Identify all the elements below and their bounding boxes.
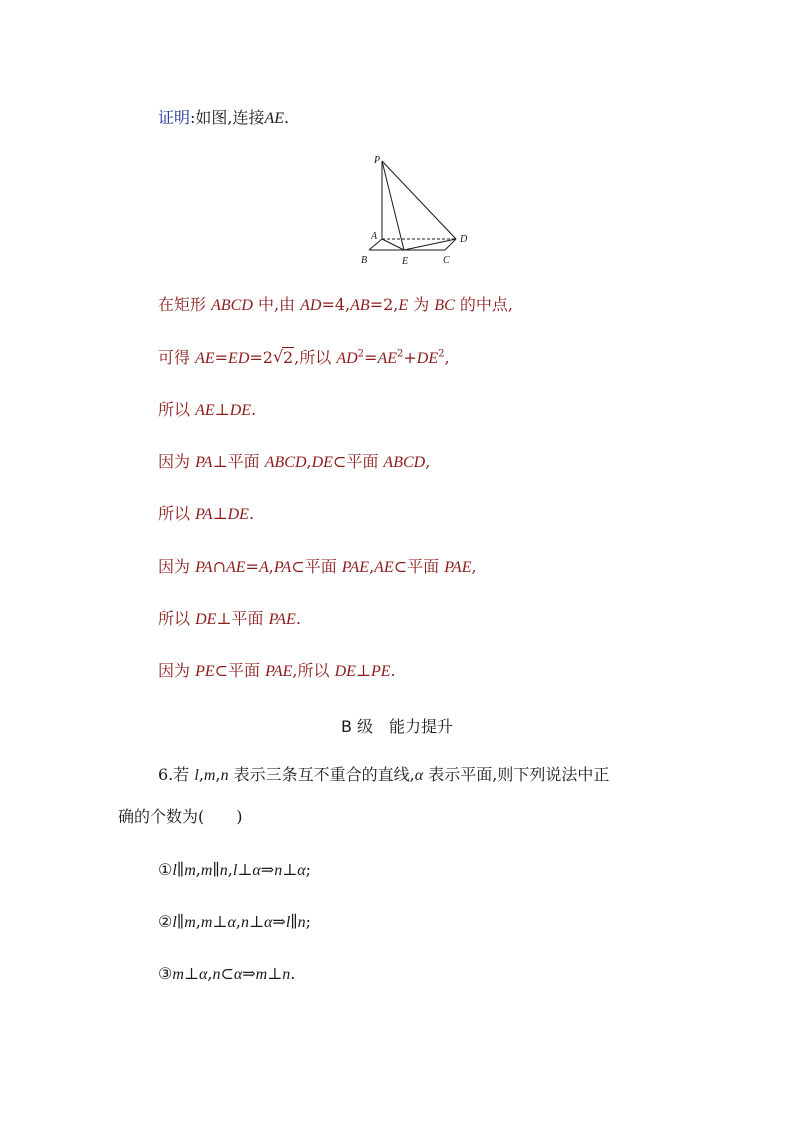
text: 中,由 — [252, 295, 301, 314]
text: 所以 — [158, 609, 196, 628]
option-3 — [158, 963, 295, 986]
var: PAE — [341, 559, 370, 576]
radicand: 2 — [282, 348, 294, 367]
var: E — [398, 297, 409, 314]
var: DE — [229, 402, 252, 419]
text: 的中点, — [454, 295, 513, 314]
exponent: 2 — [397, 348, 404, 360]
var: AE — [225, 559, 246, 576]
sqrt — [273, 347, 294, 369]
var: AB — [350, 297, 370, 314]
var: l — [172, 862, 177, 879]
var: PE — [195, 663, 215, 680]
text: ; — [305, 912, 312, 931]
var: PAE — [444, 559, 472, 576]
var: PA — [195, 454, 213, 471]
var: m — [200, 862, 213, 879]
var: m — [172, 966, 184, 983]
text: =4, — [321, 295, 351, 314]
text: . — [390, 661, 396, 680]
text: 因为 — [158, 661, 196, 680]
symbol: ∥ — [212, 860, 220, 879]
var: BC — [434, 297, 455, 314]
var: m — [255, 966, 268, 983]
label-E: E — [402, 256, 409, 267]
text: 为 — [408, 295, 435, 314]
proof-label: 证明 — [158, 108, 191, 127]
text: , — [471, 557, 477, 576]
text: ⊥平面 — [216, 609, 269, 628]
text: ⊂平面 — [393, 557, 445, 576]
proof-intro-line — [158, 107, 289, 130]
text: 所以 — [158, 504, 196, 523]
symbol: ⊥ — [248, 912, 264, 931]
option-1 — [158, 859, 311, 882]
var: n — [212, 966, 221, 983]
var: PE — [370, 663, 391, 680]
label-A: A — [371, 231, 378, 242]
text: , — [369, 557, 375, 576]
text: 所以 — [158, 400, 196, 419]
section-title: B 级 能力提升 — [340, 717, 454, 736]
var: PAE — [265, 663, 293, 680]
edge-AE — [382, 239, 404, 250]
var: ABCD — [211, 297, 253, 314]
proof-line-4 — [158, 451, 430, 474]
text: ⊂平面 — [332, 452, 384, 471]
text: , — [425, 452, 431, 471]
var: α — [264, 914, 273, 931]
edge-PE — [382, 161, 404, 250]
var: n — [219, 862, 228, 879]
text: = — [364, 348, 378, 367]
text: ⊂平面 — [214, 661, 266, 680]
var: PA — [273, 559, 292, 576]
text: , — [198, 765, 204, 784]
text: =2, — [369, 295, 399, 314]
proof-line-6 — [158, 556, 477, 579]
text: , — [195, 912, 201, 931]
var: n — [274, 862, 283, 879]
var: ED — [228, 350, 250, 367]
var: AE — [374, 559, 394, 576]
text: . — [251, 400, 257, 419]
text: 因为 — [158, 557, 196, 576]
text: ; — [305, 860, 312, 879]
label-C: C — [443, 255, 450, 266]
var: m — [184, 914, 196, 931]
text: 在矩形 — [158, 295, 212, 314]
text: 确的个数为( ) — [118, 807, 243, 826]
text: , — [235, 912, 241, 931]
var: ABCD — [383, 454, 426, 471]
exponent: 2 — [357, 348, 365, 360]
option-2 — [158, 911, 311, 934]
proof-line-3 — [158, 399, 256, 422]
var: l — [194, 767, 199, 784]
var: DE — [334, 663, 356, 680]
symbol: ⇒ — [272, 912, 286, 931]
text: , — [227, 860, 233, 879]
exponent: 2 — [438, 348, 445, 360]
text: . — [295, 609, 301, 628]
label-D: D — [460, 234, 468, 245]
var: PA — [195, 559, 213, 576]
text: ⊥平面 — [212, 452, 265, 471]
var: DE — [227, 506, 249, 523]
var: DE — [311, 454, 333, 471]
var: n — [220, 767, 229, 784]
pyramid-figure — [352, 150, 478, 268]
text: =2 — [249, 348, 273, 367]
text: , — [207, 964, 213, 983]
text: + — [403, 348, 417, 367]
proof-line-8 — [158, 660, 396, 683]
symbol: ⊥ — [237, 860, 253, 879]
symbol: ∩ — [212, 557, 226, 576]
symbol: ⊥ — [212, 504, 228, 523]
proof-intro-text: :如图,连接 — [190, 108, 265, 127]
var: PA — [195, 506, 213, 523]
var: l — [172, 914, 177, 931]
proof-intro-var: AE — [264, 110, 285, 127]
var: α — [252, 862, 261, 879]
text: 6.若 — [158, 765, 195, 784]
var: AE — [377, 350, 397, 367]
var: m — [200, 914, 213, 931]
sqrt-sign-icon: √ — [272, 347, 284, 366]
proof-line-5 — [158, 503, 254, 526]
text: , — [444, 348, 450, 367]
var: α — [414, 767, 424, 784]
symbol: ⊥ — [183, 964, 199, 983]
var: DE — [195, 611, 217, 628]
symbol: ⊥ — [214, 400, 230, 419]
symbol: ∥ — [176, 912, 185, 931]
symbol: ⊥ — [267, 964, 283, 983]
text: ,所以 — [294, 348, 337, 367]
text: . — [290, 964, 296, 983]
text: ,所以 — [292, 661, 335, 680]
var: α — [297, 862, 306, 879]
text: = — [214, 348, 229, 367]
text: 可得 — [158, 348, 196, 367]
text: 因为 — [158, 452, 196, 471]
proof-line-7 — [158, 608, 301, 631]
var: DE — [416, 350, 439, 367]
var: AE — [195, 350, 215, 367]
text: , — [195, 860, 201, 879]
option-number: ③ — [158, 964, 173, 983]
symbol: ∥ — [176, 860, 185, 879]
symbol: ⊥ — [212, 912, 228, 931]
option-number: ② — [158, 912, 173, 931]
var: l — [232, 862, 238, 879]
text: , — [306, 452, 312, 471]
var: PAE — [268, 611, 296, 628]
text: = — [245, 557, 259, 576]
symbol: ⊂ — [220, 964, 234, 983]
proof-intro-end: . — [284, 108, 290, 127]
var: AE — [195, 402, 215, 419]
symbol: ⊥ — [355, 661, 371, 680]
var: m — [184, 862, 196, 879]
var: AD — [300, 297, 322, 314]
var: α — [233, 966, 243, 983]
var: m — [203, 767, 216, 784]
var: n — [282, 966, 291, 983]
text: 表示三条互不重合的直线, — [228, 765, 415, 784]
text: . — [248, 504, 255, 523]
var: α — [227, 914, 236, 931]
option-number: ① — [158, 860, 173, 879]
symbol: ∥ — [290, 912, 298, 931]
symbol: ⇒ — [242, 964, 256, 983]
proof-line-1 — [158, 294, 513, 317]
question-line-2 — [118, 806, 243, 828]
question-line-1 — [158, 764, 609, 787]
var: A — [258, 559, 269, 576]
var: α — [198, 966, 208, 983]
var: ABCD — [264, 454, 307, 471]
var: l — [285, 914, 291, 931]
var: n — [297, 914, 306, 931]
proof-line-2 — [158, 347, 450, 370]
var: AD — [336, 350, 358, 367]
label-P: P — [374, 155, 381, 166]
text: ⊂平面 — [291, 557, 342, 576]
symbol: ⊥ — [282, 860, 298, 879]
symbol: ⇒ — [260, 860, 275, 879]
var: n — [240, 914, 249, 931]
edge-ED — [404, 239, 456, 250]
text: , — [268, 557, 274, 576]
label-B: B — [361, 255, 368, 266]
edge-PD — [382, 161, 456, 239]
text: 表示平面,则下列说法中正 — [423, 765, 610, 784]
text: , — [215, 765, 221, 784]
